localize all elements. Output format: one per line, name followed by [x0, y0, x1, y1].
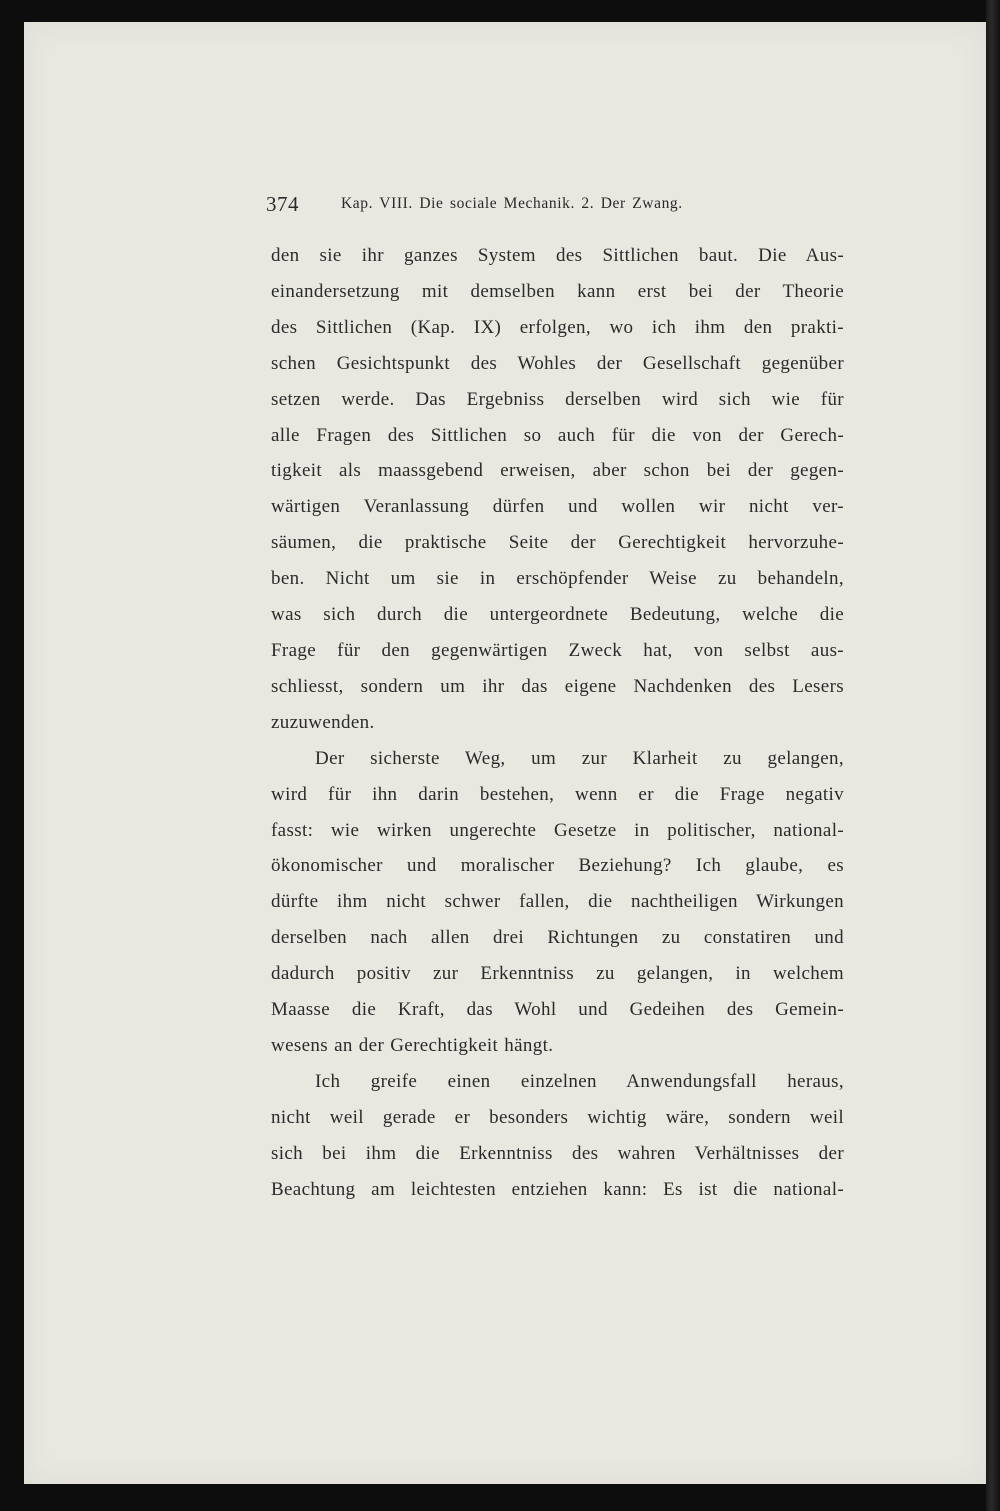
text-line: Beachtung am leichtesten entziehen kann: Es ist die national-	[271, 1178, 844, 1200]
page-header	[266, 192, 756, 222]
running-head: Kap. VIII. Die sociale Mechanik. 2. Der Zwang.	[341, 195, 683, 212]
text-line: einandersetzung mit demselben kann erst bei der Theorie	[271, 280, 844, 302]
text-line: zuzuwenden.	[271, 711, 375, 733]
text-line: wärtigen Veranlassung dürfen und wollen wir nicht ver-	[271, 496, 844, 518]
text-line: säumen, die praktische Seite der Gerechtigkeit hervorzuhe-	[271, 532, 844, 554]
paragraph-1	[271, 238, 844, 741]
text-line: des Sittlichen (Kap. IX) erfolgen, wo ich ihm den prakti-	[271, 316, 844, 338]
text-line: dadurch positiv zur Erkenntniss zu gelangen, in welchem	[271, 963, 844, 985]
text-line: nicht weil gerade er besonders wichtig wäre, sondern weil	[271, 1106, 844, 1128]
text-line: tigkeit als maassgebend erweisen, aber schon bei der gegen-	[271, 460, 844, 482]
text-line: ökonomischer und moralischer Beziehung? Ich glaube, es	[271, 855, 844, 877]
text-line: derselben nach allen drei Richtungen zu constatiren und	[271, 927, 844, 949]
page-number: 374	[266, 192, 299, 216]
text-line: sich bei ihm die Erkenntniss des wahren Verhältnisses der	[271, 1142, 844, 1164]
text-line: dürfte ihm nicht schwer fallen, die nachtheiligen Wirkungen	[271, 891, 844, 913]
text-line: Ich greife einen einzelnen Anwendungsfall heraus,	[315, 1070, 844, 1092]
text-line: alle Fragen des Sittlichen so auch für die von der Gerech-	[271, 424, 844, 446]
paragraph-2	[271, 741, 844, 1064]
text-line: den sie ihr ganzes System des Sittlichen baut. Die Aus-	[271, 245, 844, 266]
text-line: ben. Nicht um sie in erschöpfender Weise zu behandeln,	[271, 568, 844, 590]
text-line: Der sicherste Weg, um zur Klarheit zu gelangen,	[315, 747, 844, 769]
text-line: Maasse die Kraft, das Wohl und Gedeihen des Gemein-	[271, 999, 844, 1021]
text-line: setzen werde. Das Ergebniss derselben wird sich wie für	[271, 388, 844, 410]
text-line: schliesst, sondern um ihr das eigene Nachdenken des Lesers	[271, 675, 844, 697]
paragraph-3	[271, 1064, 844, 1208]
text-line: wird für ihn darin bestehen, wenn er die Frage negativ	[271, 783, 844, 805]
scan-edge	[986, 0, 1000, 1511]
text-line: fasst: wie wirken ungerechte Gesetze in politischer, national-	[271, 819, 844, 841]
body-text	[271, 238, 844, 1207]
text-line: Frage für den gegenwärtigen Zweck hat, von selbst aus-	[271, 639, 844, 661]
text-line: schen Gesichtspunkt des Wohles der Gesellschaft gegenüber	[271, 352, 844, 374]
text-line: wesens an der Gerechtigkeit hängt.	[271, 1034, 554, 1056]
text-line: was sich durch die untergeordnete Bedeutung, welche die	[271, 604, 844, 626]
